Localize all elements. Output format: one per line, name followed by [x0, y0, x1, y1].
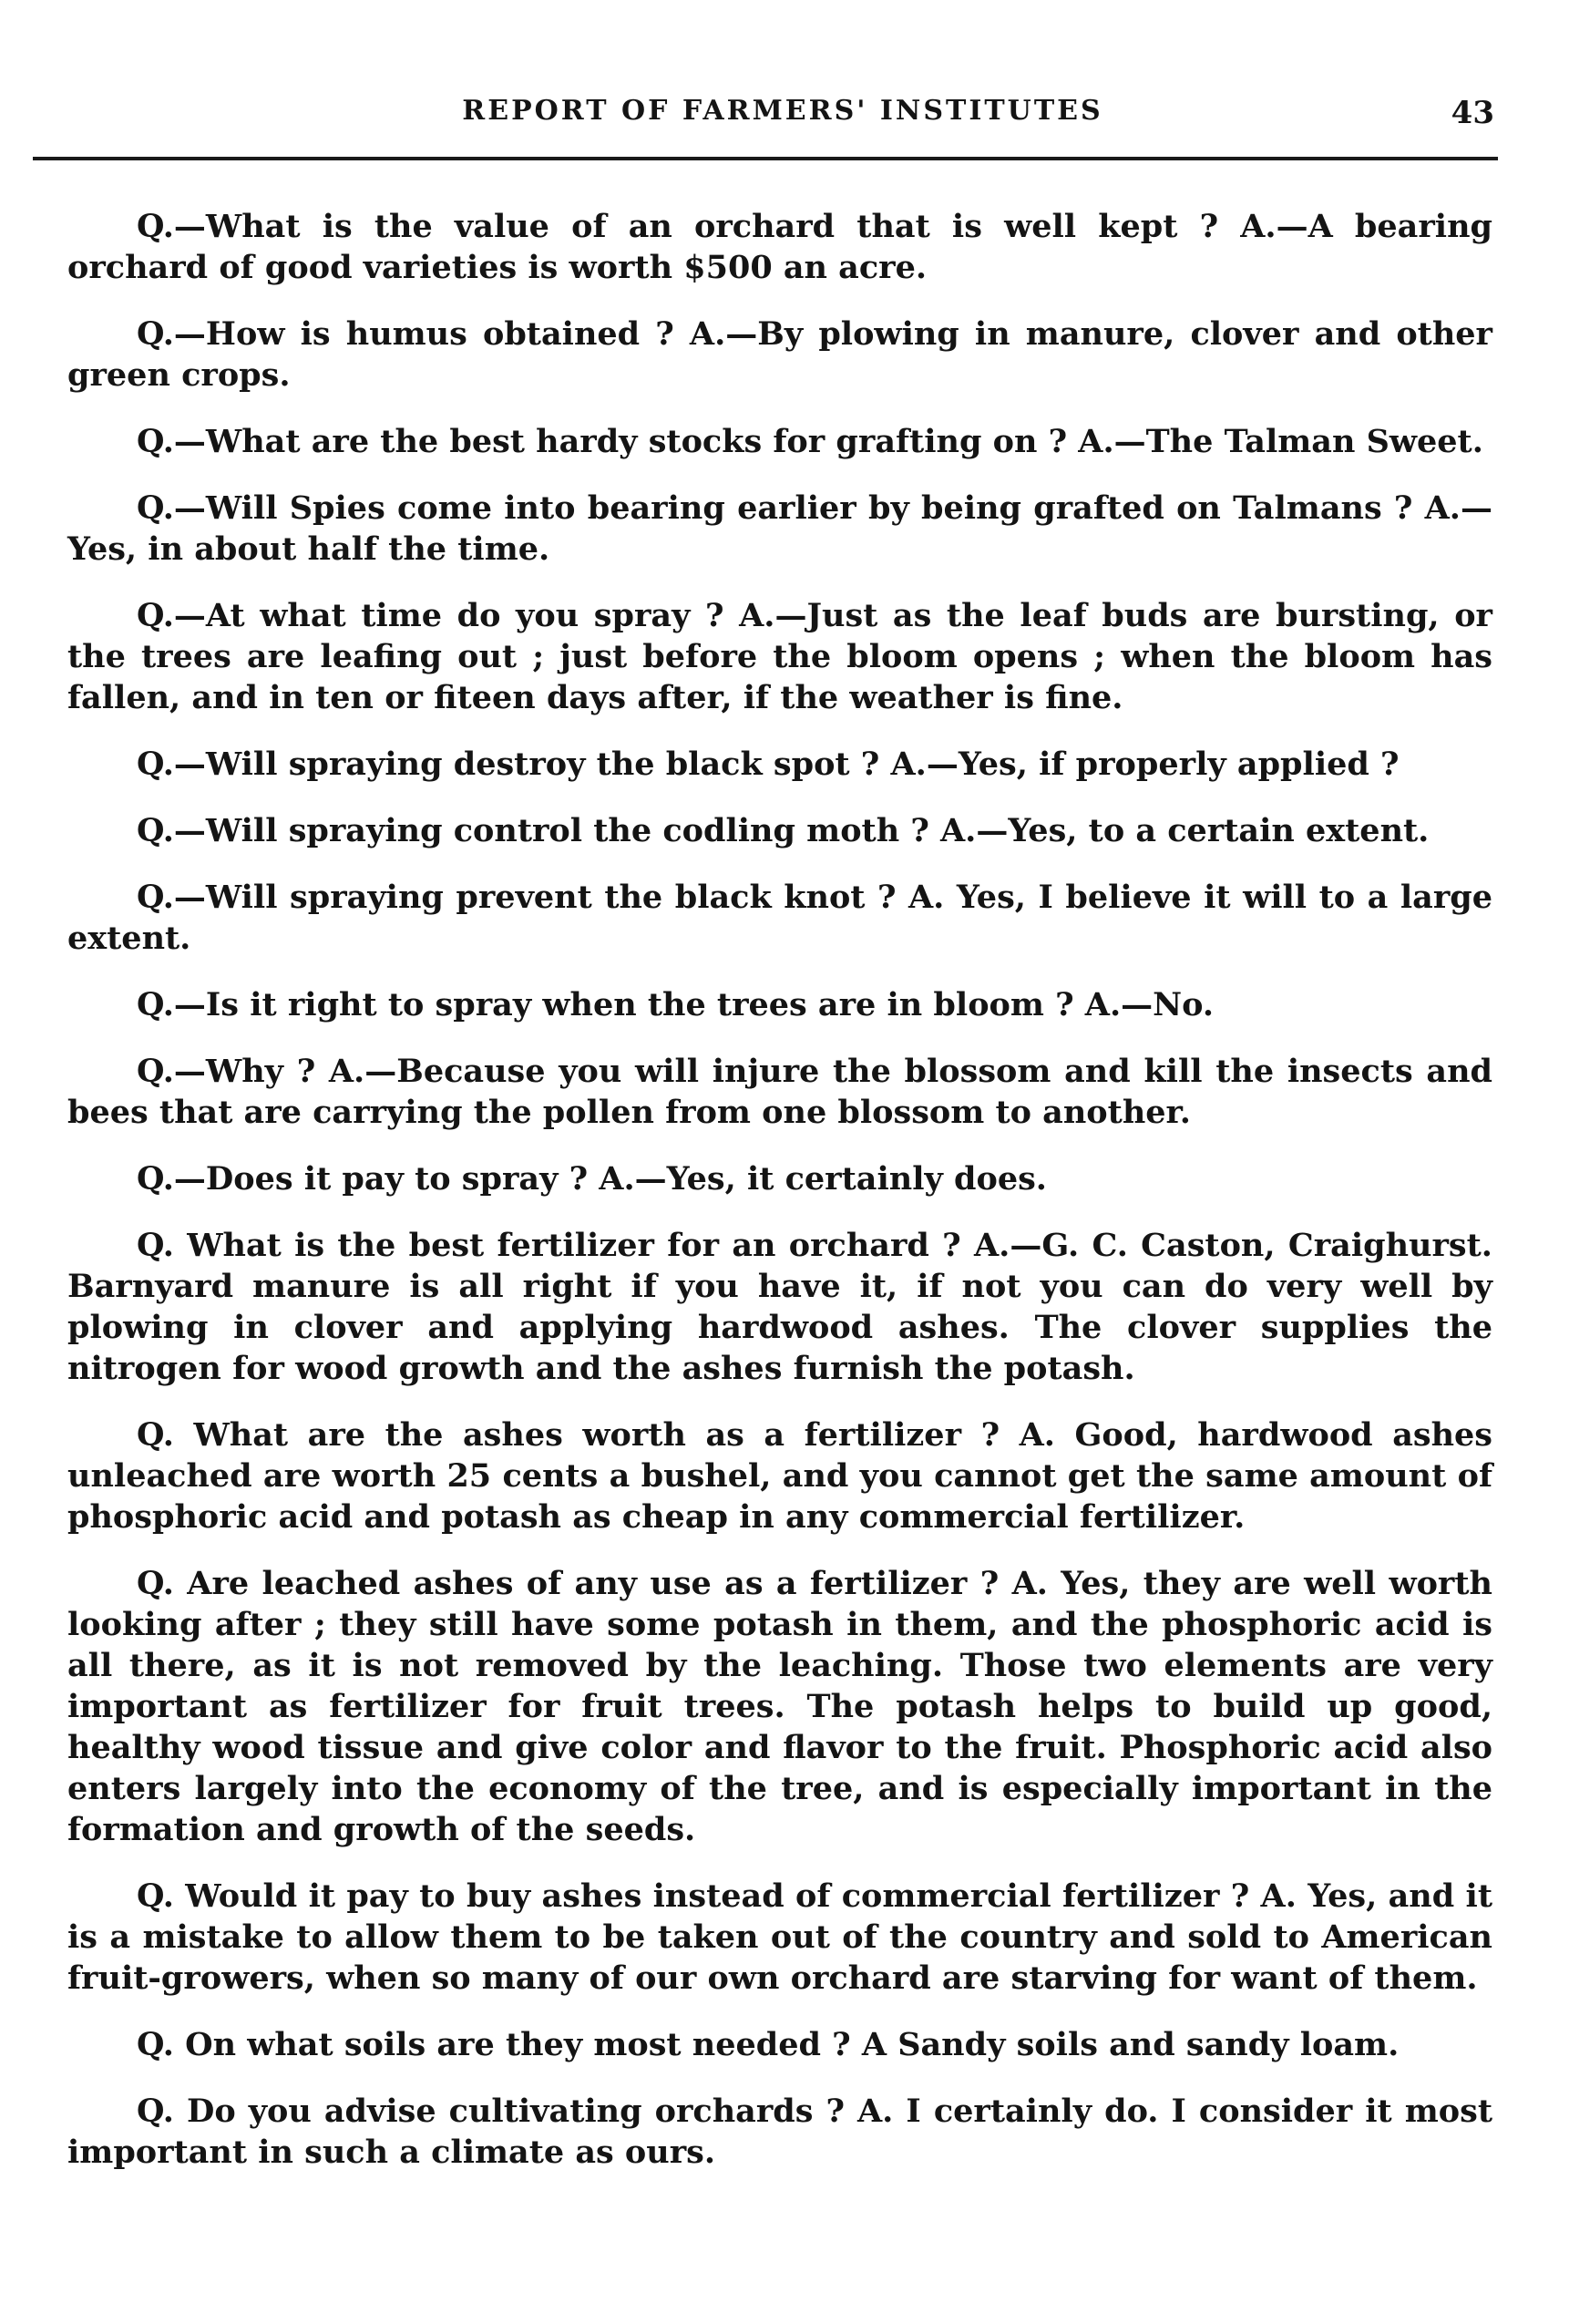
qa-paragraph: Q.—Will spraying control the codling moth ? A.—Yes, to a certain extent. [137, 812, 1430, 849]
body-text [67, 206, 1492, 2198]
qa-paragraph: Q.—What are the best hardy stocks for grafting on ? A.—The Talman Sweet. [137, 423, 1483, 460]
running-title: REPORT OF FARMERS' INSTITUTES [462, 95, 1103, 127]
header-rule [33, 157, 1498, 160]
qa-paragraph: Q.—Is it right to spray when the trees are in bloom ? A.—No. [137, 986, 1215, 1023]
qa-paragraph: Q. Are leached ashes of any use as a fertilizer ? A. Yes, they are well worth looking after ; they still have some potash in them, and the phosphoric acid is all there, as it is not removed by the leaching. Those two elements are very important as fertilizer for fruit trees. The potash helps to build up good, healthy wood tissue and give color and flavor to the fruit. Phosphoric acid also enters largely into the economy of the tree, and is especially important in the formation and growth of the seeds. [67, 1565, 1492, 1848]
qa-paragraph: Q. On what soils are they most needed ? A Sandy soils and sandy loam. [137, 2026, 1400, 2063]
qa-paragraph: Q.—Will spraying prevent the black knot ? A. Yes, I believe it will to a large extent. [67, 879, 1492, 957]
qa-paragraph: Q. What is the best fertilizer for an orchard ? A.—G. C. Caston, Craighurst. Barnyard manure is all right if you have it, if not you can do very well by plowing in clover and applying hardwood ashes. The clover supplies the nitrogen for wood growth and the ashes furnish the potash. [67, 1227, 1492, 1387]
qa-paragraph: Q. Do you advise cultivating orchards ? A. I certainly do. I consider it most important in such a climate as ours. [67, 2093, 1492, 2171]
qa-paragraph: Q. What are the ashes worth as a fertilizer ? A. Good, hardwood ashes unleached are worth 25 cents a bushel, and you cannot get the same amount of phosphoric acid and potash as cheap in any commercial fertilizer. [67, 1416, 1492, 1536]
qa-paragraph: Q.—Why ? A.—Because you will injure the blossom and kill the insects and bees that are carrying the pollen from one blossom to another. [67, 1053, 1492, 1131]
page-number: 43 [1451, 95, 1494, 131]
page-header [71, 87, 1494, 142]
qa-paragraph: Q.—What is the value of an orchard that is well kept ? A.—A bearing orchard of good varieties is worth $500 an acre. [67, 208, 1492, 286]
qa-paragraph: Q.—At what time do you spray ? A.—Just as the leaf buds are bursting, or the trees are leafing out ; just before the bloom opens ; when the bloom has fallen, and in ten or fiteen days after, if the weather is fine. [67, 597, 1492, 716]
qa-paragraph: Q. Would it pay to buy ashes instead of commercial fertilizer ? A. Yes, and it is a mistake to allow them to be taken out of the country and sold to American fruit-growers, when so many of our own orchard are starving for want of them. [67, 1877, 1492, 1997]
qa-paragraph: Q.—Will Spies come into bearing earlier by being grafted on Talmans ? A.—Yes, in about half the time. [67, 489, 1492, 568]
qa-paragraph: Q.—How is humus obtained ? A.—By plowing in manure, clover and other green crops. [67, 315, 1492, 394]
qa-paragraph: Q.—Will spraying destroy the black spot ? A.—Yes, if properly applied ? [137, 746, 1400, 783]
qa-paragraph: Q.—Does it pay to spray ? A.—Yes, it certainly does. [137, 1160, 1047, 1198]
